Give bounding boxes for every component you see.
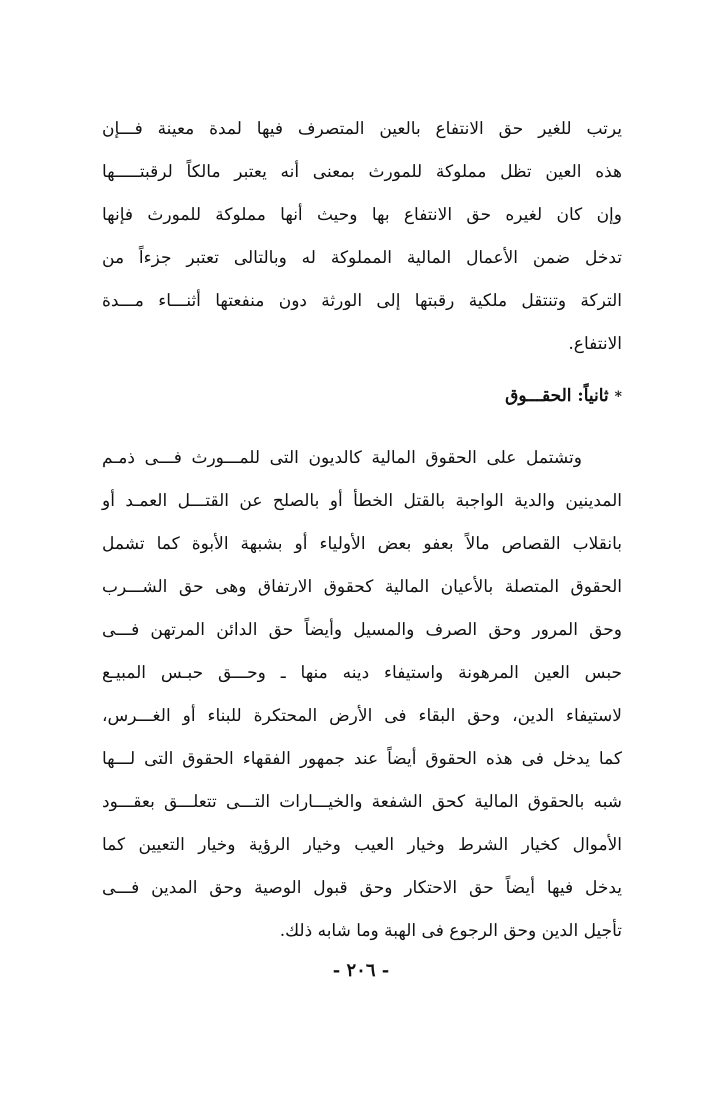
- paragraph-line: يرتب للغير حق الانتفاع بالعين المتصرف فيها لمدة معينة فـــإن: [102, 119, 622, 139]
- paragraph-usufruct: [102, 108, 622, 366]
- paragraph-line: المدينين والدية الواجبة بالقتل الخطأ أو بالصلح عن القتـــل العمـد أو: [102, 491, 622, 511]
- paragraph-rights: [102, 437, 622, 953]
- paragraph-line: شبه بالحقوق المالية كحق الشفعة والخيـــارات التـــى تتعلـــق بعقـــود: [102, 792, 622, 812]
- section-heading-text: ثانياً: الحقـــوق: [505, 386, 609, 406]
- paragraph-line: الانتفاع.: [568, 334, 622, 354]
- paragraph-line: وتشتمل على الحقوق المالية كالديون التى للمـــورث فـــى ذمـم: [102, 448, 582, 468]
- paragraph-line: حبس العين المرهونة واستيفاء دينه منها ـ وحـــق حبـس المبيـع: [102, 663, 622, 683]
- paragraph-line: كما يدخل فى هذه الحقوق أيضاً عند جمهور الفقهاء الحقوق التى لـــها: [102, 749, 622, 769]
- bullet-star-icon: *: [614, 389, 622, 405]
- paragraph-line: الأموال كخيار الشرط وخيار العيب وخيار الرؤية وخيار التعيين كما: [102, 835, 622, 855]
- paragraph-line: وحق المرور وحق الصرف والمسيل وأيضاً حق الدائن المرتهن فـــى: [102, 620, 622, 640]
- page-number: - ٢٠٦ -: [332, 960, 390, 981]
- paragraph-line: تأجيل الدين وحق الرجوع فى الهبة وما شابه ذلك.: [279, 921, 622, 941]
- paragraph-line: بانقلاب القصاص مالاً بعفو بعض الأولياء أو بشبهة الأبوة كما تشمل: [102, 534, 622, 554]
- paragraph-line: هذه العين تظل مملوكة للمورث بمعنى أنه يعتبر مالكاً لرقبتـــــها: [102, 162, 622, 182]
- paragraph-line: الحقوق المتصلة بالأعيان المالية كحقوق الارتفاق وهى حق الشـــرب: [102, 577, 622, 597]
- paragraph-line: يدخل فيها أيضاً حق الاحتكار وحق قبول الوصية وحق المدين فـــى: [102, 878, 622, 898]
- paragraph-line: تدخل ضمن الأعمال المالية المملوكة له وبالتالى تعتبر جزءاً من: [102, 248, 622, 268]
- paragraph-line: التركة وتنتقل ملكية رقبتها إلى الورثة دون منفعتها أثنـــاء مـــدة: [102, 291, 622, 311]
- paragraph-line: وإن كان لغيره حق الانتفاع بها وحيث أنها مملوكة للمورث فإنها: [102, 205, 622, 225]
- paragraph-line: لاستيفاء الدين، وحق البقاء فى الأرض المحتكرة للبناء أو الغـــرس،: [102, 706, 622, 726]
- section-heading: [505, 376, 622, 417]
